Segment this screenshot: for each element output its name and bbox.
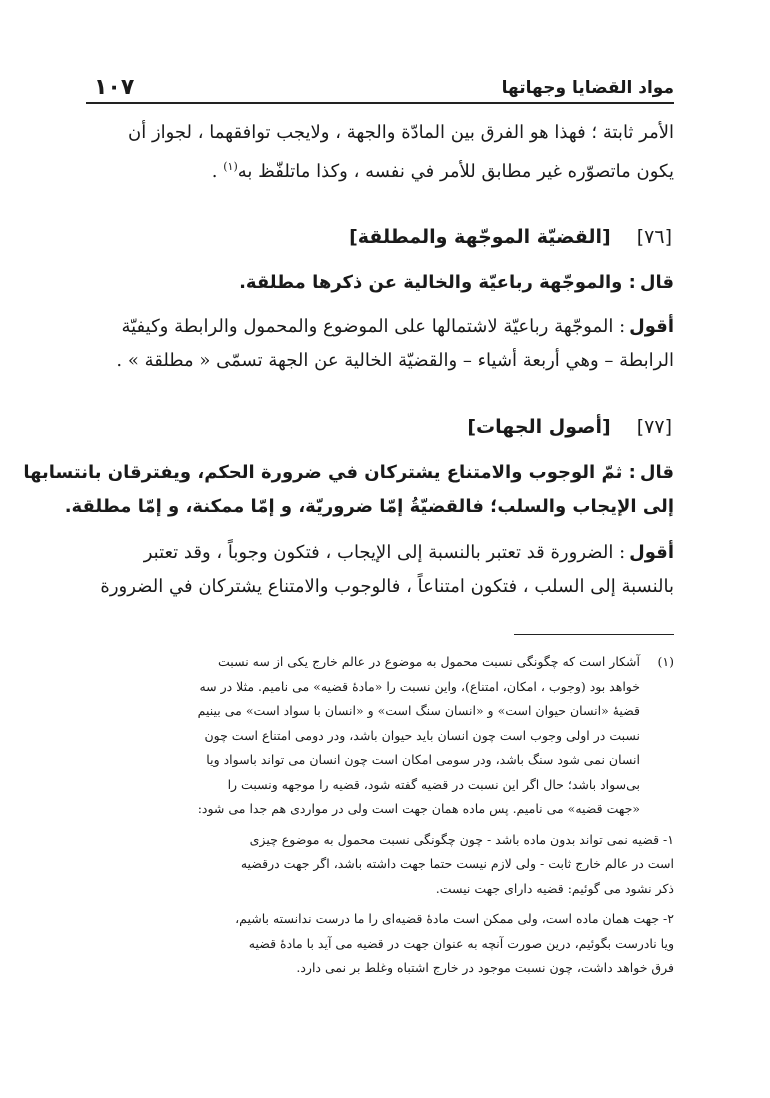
- footnote-1: [99, 650, 674, 822]
- section-title: [أصول الجهات]: [467, 416, 611, 438]
- intro-paragraph: [102, 116, 674, 189]
- footnote-item-2: [99, 907, 674, 981]
- footnote-line: خواهد بود (وجوب ، امكان، امتناع)، واين نسبت را «مادهٔ قضيه» مى ناميم. مثلا در سه: [199, 678, 640, 694]
- aqul-label: أقول: [629, 316, 674, 337]
- footnote-line: «جهت قضيه» مى ناميم. پس ماده همان جهت است ولى در مواردى هم جدا مى شود:: [197, 801, 640, 816]
- footnote-separator: [514, 634, 674, 635]
- section-heading-76: [349, 226, 672, 248]
- section-76-qal: [102, 266, 674, 300]
- qal-line: قال: ثمّ الوجوب والامتناع يشتركان في ضرورة الحكم، ويفترقان بانتسابها: [23, 462, 674, 483]
- section-77-qal: [23, 456, 674, 524]
- qal-line: إلى الإيجاب والسلب؛ فالقضيّةُ إمّا ضروريّة، و إمّا ممكنة، و إمّا مطلقة.: [64, 496, 674, 517]
- intro-line: الأمر ثابتة ؛ فهذا هو الفرق بين المادّة والجهة ، ولايجب توافقهما ، لجواز أن: [128, 122, 674, 143]
- footnote-line: است در عالم خارج ثابت - ولى لازم نيست حتما جهت داشته باشد، اگر جهت درقضيه: [240, 856, 674, 871]
- section-77-aqul: [102, 536, 674, 604]
- section-title: [القضيّة الموجّهة والمطلقة]: [349, 226, 611, 248]
- footnote-line: ويا نادرست بگوئيم، درين صورت آنچه به عنوان جهت در قضيه مى آيد با مادهٔ قضيه: [248, 935, 674, 951]
- footnote-line: ١- قضيه نمى تواند بدون ماده باشد - چون چگونگى نسبت محمول به موضوع چيزى: [249, 831, 674, 847]
- section-76-aqul: [102, 310, 674, 378]
- intro-line: يكون ماتصوّره غير مطابق للأمر في نفسه ، وكذا ماتلفّظ به$^{(١)}$ .: [211, 160, 674, 182]
- qal-label: قال: [639, 272, 674, 293]
- footnote-line: نسبت در اولى وجوب است چون انسان بايد حيوان باشد، ودر دومى امتناع است چون: [204, 727, 640, 743]
- footnote-line: بى‌سواد باشد؛ حال اگر اين نسبت در قضيه گفته شود، قضيه را موجهه ونسبت را: [227, 776, 640, 792]
- qal-label: قال: [639, 462, 674, 483]
- qal-line: قال: والموجّهة رباعيّة والخالية عن ذكرها مطلقة.: [239, 272, 674, 293]
- footnote-line: انسان نمى شود سنگ باشد، ودر سومى امكان است چون انسان مى تواند باسواد ويا: [206, 752, 640, 767]
- page-header: [86, 62, 674, 104]
- page-number: ١٠٧: [94, 75, 135, 100]
- aqul-line: أقول: الضرورة قد تعتبر بالنسبة إلى الإيجاب ، فتكون وجوباً ، وقد تعتبر: [143, 542, 674, 563]
- footnote-line: فرق خواهد داشت، چون نسبت موجود در خارج اشتباه وغلط بر نمى دارد.: [296, 960, 674, 975]
- footnote-reference[interactable]: (١): [223, 160, 238, 173]
- aqul-line: الرابطة – وهي أربعة أشياء – والقضيّة الخالية عن الجهة تسمّى « مطلقة » .: [116, 350, 674, 371]
- aqul-line: أقول: الموجّهة رباعيّة لاشتمالها على الموضوع والمحمول والرابطة وكيفيّة: [121, 316, 674, 337]
- footnote-line: ٢- جهت همان ماده است، ولى ممكن است مادهٔ قضيه‌اى را ما درست ندانسته باشيم،: [235, 911, 674, 926]
- footnote-line: قضيهٔ «انسان حيوان است» و «انسان سنگ است» و «انسان با سواد است» مى بينيم: [197, 703, 640, 718]
- footnote-line: آشكار است كه چگونگى نسبت محمول به موضوع در عالم خارج يكى از سه نسبت: [218, 654, 640, 669]
- aqul-label: أقول: [629, 542, 674, 563]
- footnote-item-1: [99, 828, 674, 902]
- footnote-line: ذكر نشود مى گوئيم: قضيه داراى جهت نيست.: [435, 880, 674, 896]
- running-title: مواد القضايا وجهاتها: [501, 78, 674, 98]
- aqul-line: بالنسبة إلى السلب ، فتكون امتناعاً ، فالوجوب والامتناع يشتركان في الضرورة: [100, 576, 674, 597]
- section-number: [٧٦]: [636, 226, 672, 248]
- footnotes: [99, 650, 674, 981]
- footnote-number: (١): [657, 654, 674, 669]
- section-heading-77: [467, 416, 672, 438]
- section-number: [٧٧]: [636, 416, 672, 438]
